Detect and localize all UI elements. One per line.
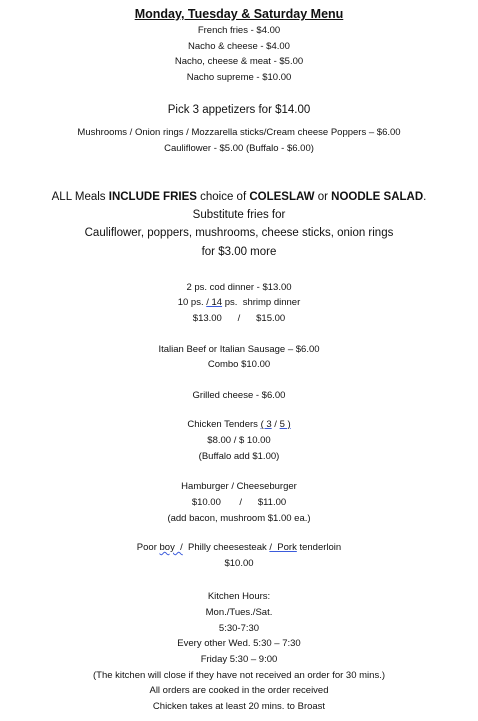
burger-prices: $10.00 / $11.00 [191,497,287,508]
substitute-line-1: Substitute fries for [192,209,286,221]
sandwich-underlined-2: / Pork [269,542,297,553]
kitchen-hours-heading: Kitchen Hours: [207,591,271,602]
tenders-separator: / [271,419,280,430]
sandwich-price: $10.00 [224,558,254,569]
menu-item-chicken-tenders [0,419,478,431]
kitchen-close-note: (The kitchen will close if they have not received an order for 30 mins.) [93,670,385,681]
meals-bold-fries: INCLUDE FRIES [108,191,197,203]
tenders-count-3: ( 3 [260,419,272,430]
kitchen-hours-wednesday: Every other Wed. 5:30 – 7:30 [177,638,301,649]
sandwich-underlined-1: boy / [159,542,183,553]
sandwich-text-3: tenderloin [296,542,342,553]
menu-item-french-fries: French fries - $4.00 [197,25,281,36]
menu-item-grilled-cheese: Grilled cheese - $6.00 [192,390,286,401]
menu-item-cod-dinner: 2 ps. cod dinner - $13.00 [186,282,292,293]
shrimp-prices: $13.00 / $15.00 [192,313,286,324]
menu-item-italian-beef: Italian Beef or Italian Sausage – $6.00 [158,344,320,355]
menu-item-shrimp-dinner [0,297,478,309]
meals-text-1: ALL Meals [51,191,109,203]
chicken-broast-note: Chicken takes at least 20 mins. to Broast [152,701,326,712]
tenders-buffalo-note: (Buffalo add $1.00) [198,451,280,462]
burger-addon-note: (add bacon, mushroom $1.00 ea.) [167,513,311,524]
appetizer-headline: Pick 3 appetizers for $14.00 [167,104,311,116]
tenders-text: Chicken Tenders [187,419,261,430]
tenders-prices: $8.00 / $ 10.00 [207,435,271,446]
shrimp-text-1: 10 ps. [177,297,207,308]
shrimp-underlined: / 14 [206,297,223,308]
meals-text-2: choice of [196,191,250,203]
substitute-line-2: Cauliflower, poppers, mushrooms, cheese sticks, onion rings [84,227,394,239]
menu-item-burger: Hamburger / Cheeseburger [181,481,297,492]
menu-item-sandwiches [0,542,478,554]
appetizer-cauliflower: Cauliflower - $5.00 (Buffalo - $6.00) [164,143,314,154]
kitchen-hours-friday: Friday 5:30 – 9:00 [200,654,278,665]
order-sequence-note: All orders are cooked in the order received [149,685,329,696]
menu-item-nacho-cheese-meat: Nacho, cheese & meat - $5.00 [174,56,304,67]
menu-title: Monday, Tuesday & Saturday Menu [134,7,344,21]
kitchen-hours-time: 5:30-7:30 [218,623,260,634]
kitchen-hours-days: Mon./Tues./Sat. [205,607,273,618]
meals-bold-noodle-salad: NOODLE SALAD [331,191,424,203]
shrimp-text-2: ps. shrimp dinner [222,297,301,308]
tenders-count-5: 5 ) [279,419,291,430]
sandwich-text-1: Poor [136,542,160,553]
menu-item-combo: Combo $10.00 [207,359,271,370]
menu-item-nacho-supreme: Nacho supreme - $10.00 [186,72,292,83]
meals-text-3: or [314,191,332,203]
substitute-line-3: for $3.00 more [201,246,277,258]
meals-include-note [0,190,478,205]
meals-text-4: . [423,191,427,203]
sandwich-text-2: Philly cheesesteak [182,542,270,553]
appetizer-list: Mushrooms / Onion rings / Mozzarella sticks/Cream cheese Poppers – $6.00 [77,127,401,138]
menu-item-nacho-cheese: Nacho & cheese - $4.00 [188,41,290,52]
meals-bold-coleslaw: COLESLAW [249,191,315,203]
